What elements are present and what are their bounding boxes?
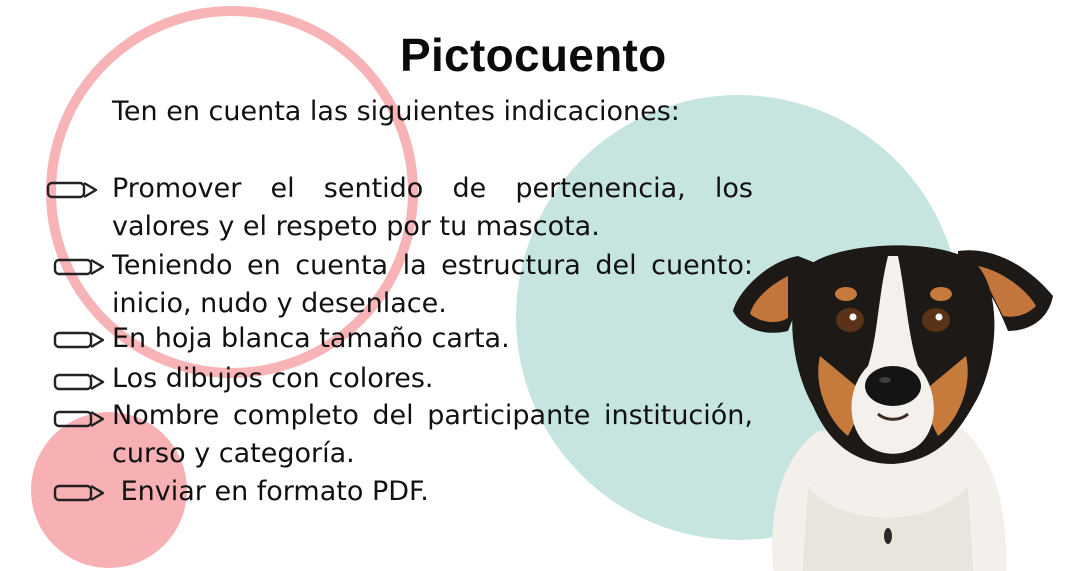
list-item: Nombre completo del participante institución, curso y categoría.	[112, 400, 753, 469]
dog-photo	[728, 236, 1058, 571]
pencil-icon	[53, 484, 105, 502]
pencil-icon	[53, 410, 105, 428]
list-item: En hoja blanca tamaño carta.	[112, 323, 510, 354]
pencil-icon	[46, 181, 98, 199]
page-title: Pictocuento	[400, 29, 667, 81]
pencil-icon	[53, 373, 105, 391]
pencil-icon	[53, 331, 105, 349]
list-item: Enviar en formato PDF.	[112, 476, 429, 507]
list-item: Los dibujos con colores.	[112, 363, 434, 394]
pencil-icon	[53, 258, 105, 276]
list-item: Teniendo en cuenta la estructura del cuento: inicio, nudo y desenlace.	[112, 250, 753, 319]
list-item: Promover el sentido de pertenencia, los valores y el respeto por tu mascota.	[112, 173, 753, 242]
intro-text: Ten en cuenta las siguientes indicaciones:	[112, 96, 680, 127]
